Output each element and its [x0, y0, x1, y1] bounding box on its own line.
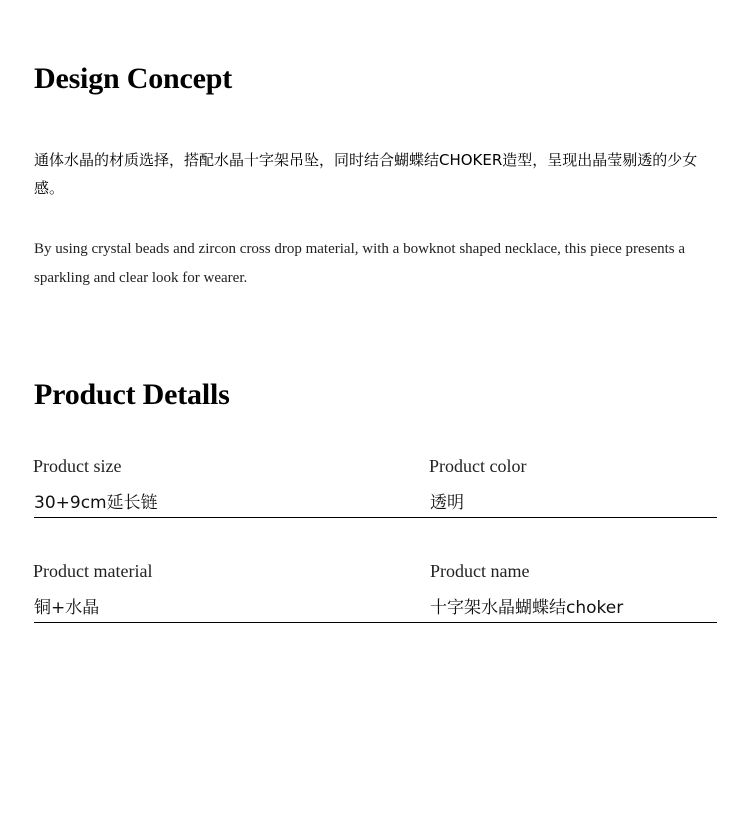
product-size-value: 30+9cm延长链 [34, 493, 158, 513]
product-color-label: Product color [429, 456, 527, 476]
product-name-value: 十字架水晶蝴蝶结choker [430, 598, 624, 618]
product-size-label: Product size [33, 456, 122, 476]
divider-row-1 [34, 517, 717, 518]
divider-row-2 [34, 622, 717, 623]
product-material-label: Product material [33, 561, 153, 581]
product-color-value: 透明 [430, 493, 464, 513]
design-concept-description-cn: 通体水晶的材质选择，搭配水晶十字架吊坠，同时结合蝴蝶结CHOKER造型，呈现出晶莹剔透的少女感。 [34, 151, 698, 197]
design-concept-description-en: By using crystal beads and zircon cross drop material, with a bowknot shaped necklace, this piece presents a sparkling and clear look for wearer. [34, 241, 686, 286]
design-concept-title: Design Concept [34, 62, 233, 95]
product-details-title: Product Detalls [34, 378, 230, 411]
product-name-label: Product name [430, 561, 530, 581]
product-material-value: 铜+水晶 [34, 598, 100, 618]
